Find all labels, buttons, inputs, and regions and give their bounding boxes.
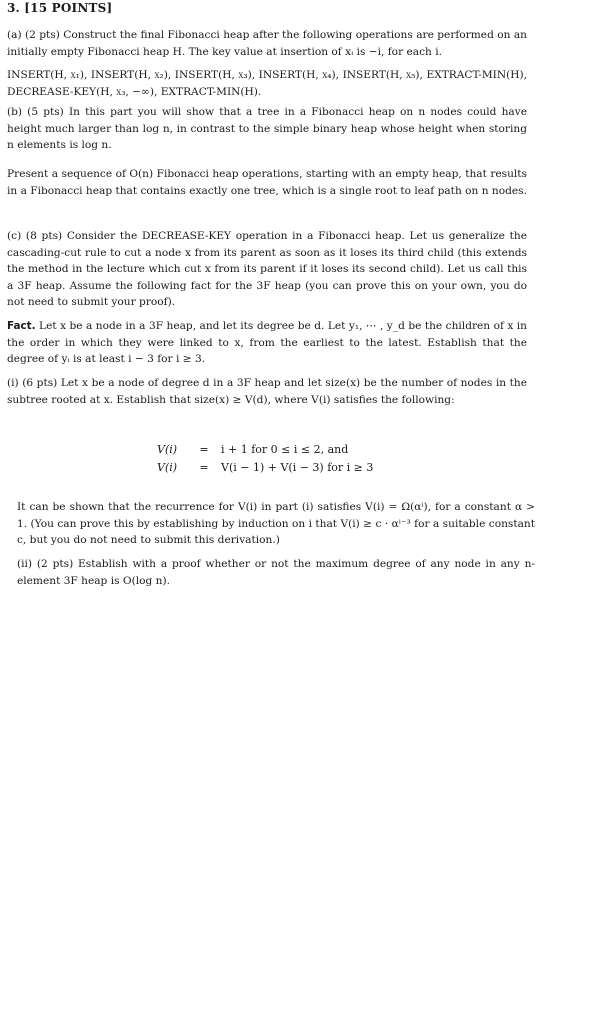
part-b-text: (b) (5 pts) In this part you will show that a tree in a Fibonacci heap on n nodes could have height much larger than log n, in contrast to the simple binary heap whose height when storing n elements is log n.	[7, 106, 527, 151]
recurrence-lhs: V(i)	[157, 443, 178, 456]
recurrence-note: It can be shown that the recurrence for V(i) in part (i) satisfies V(i) = Ω(αⁱ), for a constant α > 1. (You can prove this by establishing by induction on i that V(i) ≥ c · αⁱ⁻³ for a suitable constant c, but you do not need to submit this derivation.)	[17, 501, 535, 546]
recurrence-lhs: V(i)	[157, 461, 178, 474]
recurrence-line-2	[157, 460, 373, 476]
sub-i-text: (i) (6 pts) Let x be a node of degree d in a 3F heap and let size(x) be the number of nodes in the subtree rooted at x. Establish that size(x) ≥ V(d), where V(i) satisfies the following:	[7, 377, 527, 406]
fact-label: Fact.	[7, 320, 36, 332]
recurrence-line-1	[157, 442, 348, 458]
recurrence-eq: =	[199, 443, 209, 456]
recurrence-eq: =	[199, 461, 209, 474]
part-b-task: Present a sequence of O(n) Fibonacci heap operations, starting with an empty heap, that results in a Fibonacci heap that contains exactly one tree, which is a single root to leaf path on n nodes.	[7, 168, 527, 197]
recurrence-rhs: V(i − 1) + V(i − 3) for i ≥ 3	[221, 461, 374, 474]
fact-paragraph	[7, 318, 527, 368]
part-a-text: (a) (2 pts) Construct the final Fibonacci heap after the following operations are performed on an initially empty Fibonacci heap H. The key value at insertion of xᵢ is −i, for each i.	[7, 29, 527, 58]
part-a-operations: INSERT(H, x₁), INSERT(H, x₂), INSERT(H, x₃), INSERT(H, x₄), INSERT(H, x₅), EXTRACT-MIN(H), DECREASE-KEY(H, x₃, −∞), EXTRACT-MIN(H).	[7, 69, 527, 98]
recurrence-rhs: i + 1 for 0 ≤ i ≤ 2, and	[221, 443, 349, 456]
sub-ii-text: (ii) (2 pts) Establish with a proof whether or not the maximum degree of any node in any n-element 3F heap is O(log n).	[17, 558, 535, 587]
part-c-text: (c) (8 pts) Consider the DECREASE-KEY operation in a Fibonacci heap. Let us generalize the cascading-cut rule to cut a node x from its parent as soon as it loses its third child (this extends the method in the lecture which cut x from its parent if it loses its second child). Let us call this a 3F heap. Assume the following fact for the 3F heap (you can prove this on your own, you do not need to submit your proof).	[7, 230, 527, 308]
problem-heading: 3. [15 POINTS]	[7, 1, 113, 15]
fact-text: Let x be a node in a 3F heap, and let its degree be d. Let y₁, ⋯ , y_d be the children of x in the order in which they were linked to x, from the earliest to the latest. Establish that the degree of yᵢ is at least i − 3 for i ≥ 3.	[7, 320, 527, 365]
